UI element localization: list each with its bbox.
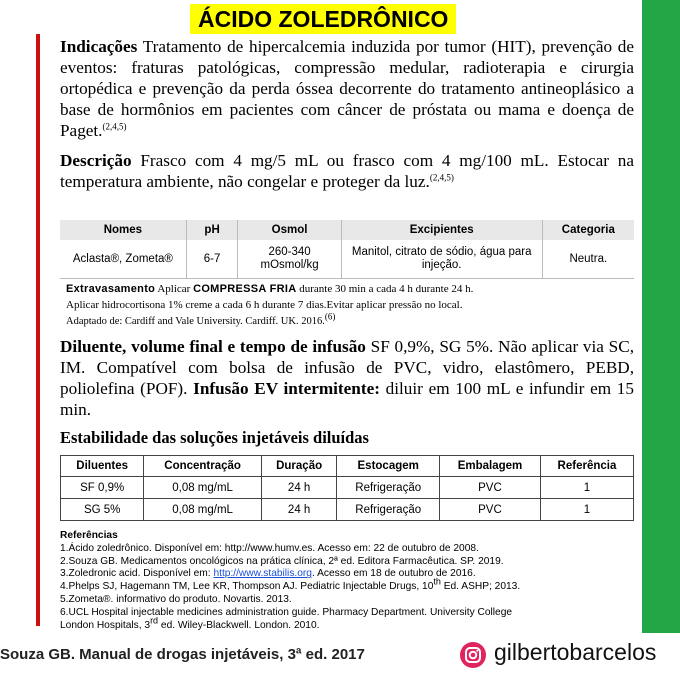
reference-6b-text: London Hospitals, 3	[60, 619, 151, 631]
header-diluentes: Diluentes	[61, 456, 144, 477]
header-referencia: Referência	[540, 456, 633, 477]
reference-2: 2.Souza GB. Medicamentos oncológicos na prática clínica, 2ª ed. Editora Farmacêutica. SP. 2019.	[60, 555, 504, 567]
infusao-label: Infusão EV intermitente:	[193, 379, 380, 398]
descricao-refs: (2,4,5)	[429, 172, 454, 183]
diluente-label: Diluente, volume final e tempo de infusão	[60, 337, 366, 356]
reference-4-post: Ed. ASHP; 2013.	[440, 581, 521, 593]
reference-4-text: 4.Phelps SJ, Hagemann TM, Lee KR, Thompson AJ. Pediatric Injectable Drugs, 10	[60, 581, 434, 593]
header-estocagem: Estocagem	[337, 456, 440, 477]
properties-table-header	[60, 220, 634, 240]
reference-3	[60, 568, 632, 581]
header-embalagem: Embalagem	[440, 456, 541, 477]
extravasamento-source: Adaptado de: Cardiff and Vale University. Cardiff. UK. 2016.	[66, 316, 325, 327]
reference-4	[60, 576, 632, 594]
reference-6b	[60, 615, 632, 633]
reference-3-text: 3.Zoledronic acid. Disponível em:	[60, 568, 214, 580]
cell-estocagem: Refrigeração	[337, 477, 440, 499]
indicacoes-text: Tratamento de hipercalcemia induzida por tumor (HIT), prevenção de eventos: fraturas patológicas, compressão medular, radioterapia e cirurgia ortopédica e prevenção da perda óssea decorrente do tratamento antineoplásico a base de hormônios em pacientes com câncer de próstata ou mama e doença de Paget.	[60, 37, 634, 140]
stabilis-link[interactable]: http://www.stabilis.org	[213, 568, 312, 580]
page-title: ÁCIDO ZOLEDRÔNICO	[190, 4, 456, 34]
footer-source: Souza GB. Manual de drogas injetáveis, 3ª ed. 2017	[0, 646, 365, 663]
reference-6b-sup: rd	[150, 615, 159, 626]
green-side-bar	[642, 0, 680, 680]
cell-referencia: 1	[540, 477, 633, 499]
instagram-handle[interactable]: gilbertobarcelos	[494, 639, 657, 665]
reference-1: 1.Ácido zoledrônico. Disponível em: http://www.humv.es. Acesso em: 22 de outubro de 2008.	[60, 542, 479, 554]
header-ph: pH	[186, 220, 238, 240]
header-duracao: Duração	[261, 456, 336, 477]
infusao-text: diluir em 100 mL e infundir em 15 min.	[60, 379, 634, 419]
diluente-text: SF 0,9%, SG 5%. Não aplicar via SC, IM. Compatível com bolsa de infusão de PVC, vidro, elastômero, PEBD, poliolefina (POF).	[60, 337, 634, 398]
header-excipientes: Excipientes	[341, 220, 542, 240]
cell-ph: 6-7	[186, 240, 238, 279]
cell-duracao: 24 h	[261, 477, 336, 499]
extravasamento-ref: (6)	[324, 311, 336, 322]
references-section	[60, 530, 632, 632]
cell-nomes: Aclasta®, Zometa®	[60, 240, 186, 279]
indicacoes-paragraph	[60, 36, 634, 141]
cell-estocagem: Refrigeração	[337, 499, 440, 521]
cell-concentracao: 0,08 mg/mL	[144, 499, 262, 521]
descricao-label: Descrição	[60, 151, 132, 170]
extravasamento-line1	[66, 282, 636, 298]
cell-diluente: SF 0,9%	[61, 477, 144, 499]
extravasamento-line1-post: durante 30 min a cada 4 h durante 24 h.	[296, 283, 474, 295]
references-heading: Referências	[60, 530, 118, 541]
compressa-fria: COMPRESSA FRIA	[193, 283, 297, 295]
instagram-glyph	[460, 642, 486, 668]
extravasamento-line3	[66, 311, 636, 330]
diluente-paragraph	[60, 336, 634, 420]
cell-excipientes: Manitol, citrato de sódio, água para injeção.	[341, 240, 542, 279]
stability-table	[60, 455, 634, 521]
header-concentracao: Concentração	[144, 456, 262, 477]
descricao-paragraph	[60, 150, 634, 192]
cell-categoria: Neutra.	[542, 240, 634, 279]
indicacoes-refs: (2,4,5)	[102, 121, 127, 132]
stability-table-header	[61, 456, 634, 477]
header-nomes: Nomes	[60, 220, 186, 240]
reference-4-sup: th	[433, 576, 441, 587]
left-margin	[0, 0, 18, 680]
descricao-text: Frasco com 4 mg/5 mL ou frasco com 4 mg/100 mL. Estocar na temperatura ambiente, não congelar e proteger da luz.	[60, 151, 634, 191]
cell-referencia: 1	[540, 499, 633, 521]
reference-3-post: . Acesso em 18 de outubro de 2016.	[311, 568, 476, 580]
cell-embalagem: PVC	[440, 477, 541, 499]
table-row	[60, 240, 634, 279]
instagram-icon	[460, 642, 486, 668]
cell-osmol: 260-340 mOsmol/kg	[238, 240, 341, 279]
extravasamento-label: Extravasamento	[66, 283, 156, 295]
reference-6b-post: ed. Wiley-Blackwell. London. 2010.	[158, 619, 320, 631]
cell-concentracao: 0,08 mg/mL	[144, 477, 262, 499]
cell-diluente: SG 5%	[61, 499, 144, 521]
reference-5: 5.Zometa®. informativo do produto. Novartis. 2013.	[60, 593, 292, 605]
indicacoes-label: Indicações	[60, 37, 138, 56]
instagram-badge[interactable]	[452, 633, 680, 680]
red-accent-line	[36, 34, 40, 626]
header-categoria: Categoria	[542, 220, 634, 240]
header-osmol: Osmol	[238, 220, 341, 240]
cell-duracao: 24 h	[261, 499, 336, 521]
extravasamento-pre: Aplicar	[155, 283, 194, 295]
reference-6a: 6.UCL Hospital injectable medicines administration guide. Pharmacy Department. University College	[60, 606, 513, 618]
properties-table	[60, 220, 634, 279]
cell-embalagem: PVC	[440, 499, 541, 521]
table-row	[61, 499, 634, 521]
extravasamento-line2: Aplicar hidrocortisona 1% creme a cada 6 h durante 7 dias.Evitar aplicar pressão no local.	[66, 299, 463, 311]
estabilidade-heading: Estabilidade das soluções injetáveis diluídas	[60, 428, 369, 447]
table-row	[61, 477, 634, 499]
